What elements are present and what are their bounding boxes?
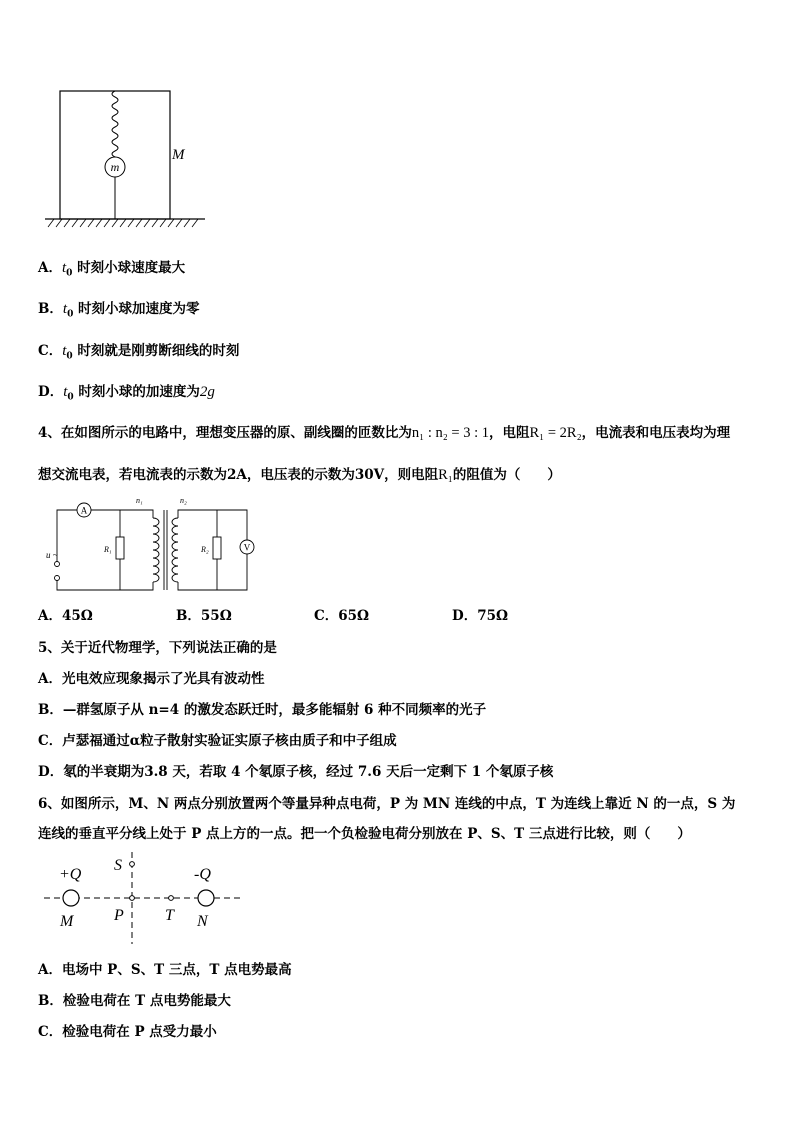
charge-m [63,890,79,906]
point-t [169,896,174,901]
q4-option-c: C．65Ω [314,608,370,624]
svg-text:n₂: n₂ [180,496,187,505]
q5-option-d: D．氡的半衰期为3.8 天，若取 4 个氡原子核，经过 7.6 天后一定剩下 1 个氡原子核 [38,764,554,780]
q3-option-c: C．$t_0$ 时刻就是刚剪断细线的时刻 [38,343,240,362]
svg-text:-Q: -Q [194,866,211,883]
q3-option-a: A．$t_0$ 时刻小球速度最大 [38,260,186,279]
q6-option-a: A．电场中 P、S、T 三点，T 点电势最高 [38,962,292,978]
point-s [130,862,135,867]
svg-text:+Q: +Q [59,866,82,883]
q4-stem-line1: 4、在如图所示的电路中，理想变压器的原、副线圈的匝数比为n₁ : n₂ = 3 : 1，电阻R₁ = 2R₂，电流表和电压表均为理 [38,425,731,441]
svg-text:R₁: R₁ [104,545,112,554]
charge-n [198,890,214,906]
svg-text:R₂: R₂ [201,545,209,554]
q4-option-b: B．55Ω [176,608,232,624]
q3-option-b: B．$t_0$ 时刻小球加速度为零 [38,301,200,320]
q5-stem: 5、关于近代物理学，下列说法正确的是 [38,640,277,656]
q6-stem-line1: 6、如图所示，M、N 两点分别放置两个等量异种点电荷，P 为 MN 连线的中点，T 为连线上靠近 N 的一点，S 为 [38,796,736,812]
svg-text:P: P [114,907,124,924]
point-p [130,896,135,901]
q4-option-a: A．45Ω [38,608,93,624]
resistor-r1 [116,537,124,559]
svg-text:N: N [197,913,208,930]
transformer-circuit-figure [40,492,270,592]
spring-mass-figure [40,85,210,235]
svg-text:T: T [165,907,174,924]
mass-label: m [110,160,120,174]
svg-text:V: V [243,542,251,553]
q6-option-c: C．检验电荷在 P 点受力最小 [38,1024,217,1040]
q4-option-d: D．75Ω [452,608,509,624]
box-label: M [172,147,185,163]
svg-text:A: A [80,505,88,516]
svg-text:M: M [60,913,74,930]
resistor-r2 [213,537,221,559]
q3-option-d: D．$t_0$ 时刻小球的加速度为2g [38,384,215,403]
q5-option-b: B．—群氢原子从 n=4 的激发态跃迁时，最多能辐射 6 种不同频率的光子 [38,702,487,718]
svg-text:n₁: n₁ [136,496,143,505]
q5-option-a: A．光电效应现象揭示了光具有波动性 [38,671,265,687]
charges-figure [40,848,245,948]
q4-stem-line2: 想交流电表，若电流表的示数为2A，电压表的示数为30V，则电阻R₁的阻值为（ ） [38,467,561,483]
svg-text:S: S [114,857,122,874]
q6-stem-line2: 连线的垂直平分线上处于 P 点上方的一点。把一个负检验电荷分别放在 P、S、T 三点进行比较，则（ ） [38,826,691,842]
q6-option-b: B．检验电荷在 T 点电势能最大 [38,993,231,1009]
q5-option-c: C．卢瑟福通过α粒子散射实验证实原子核由质子和中子组成 [38,733,397,749]
source-label: u ~ [46,550,58,560]
